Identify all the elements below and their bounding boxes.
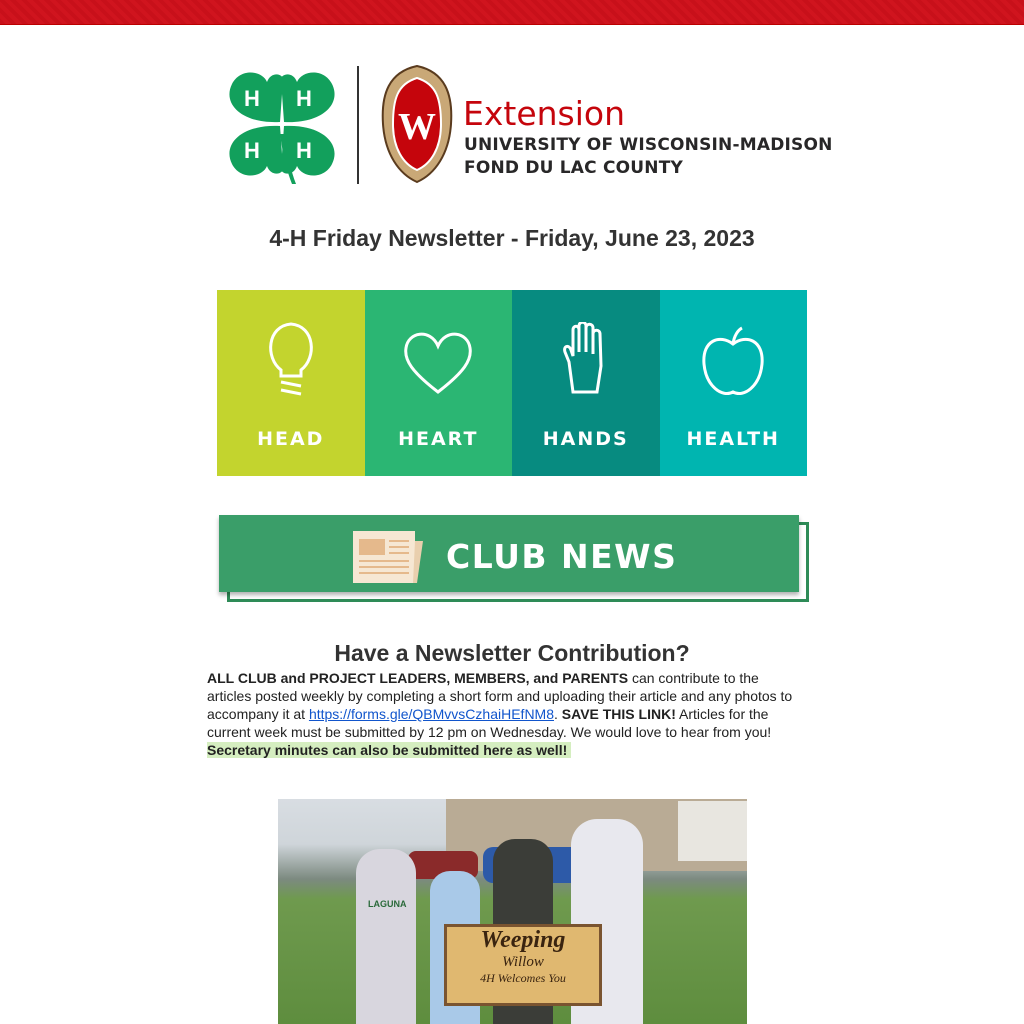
pillar-label: HEAD	[257, 428, 325, 450]
apple-icon	[700, 326, 766, 398]
county-name: FOND DU LAC COUNTY	[464, 158, 684, 178]
pillar-head	[217, 290, 365, 476]
uw-crest-icon	[379, 64, 455, 184]
four-h-pillars-banner	[217, 290, 807, 476]
heart-icon	[402, 328, 474, 398]
four-h-clover-icon	[222, 64, 342, 186]
person: LAGUNA	[356, 849, 416, 1024]
club-sign: Weeping Willow 4H Welcomes You	[444, 924, 602, 1006]
body-text: Articles for the current week must be submitted by 12 pm on Wednesday. We would love to hear from you!	[207, 706, 772, 740]
body-text: can contribute to the articles posted weekly by completing a short form and uploading their article and any photos to accompany it at	[207, 670, 793, 722]
extension-label: Extension	[463, 94, 626, 133]
secretary-minutes-note: Secretary minutes can also be submitted here as well!	[207, 742, 571, 758]
logo-divider	[357, 66, 359, 184]
club-photo	[278, 799, 747, 1024]
newspaper-icon	[351, 529, 425, 585]
university-name: UNIVERSITY OF WISCONSIN-MADISON	[464, 135, 833, 155]
pillar-label: HEART	[398, 428, 479, 450]
form-link[interactable]: https://forms.gle/QBMvvsCzhaiHEfNM8	[308, 706, 554, 722]
pillar-label: HEALTH	[686, 428, 780, 450]
pillar-heart	[365, 290, 513, 476]
lightbulb-icon	[261, 320, 321, 400]
save-link-text: SAVE THIS LINK!	[561, 706, 676, 722]
svg-text:H: H	[296, 86, 312, 111]
pillar-health	[660, 290, 808, 476]
club-news-banner	[219, 515, 809, 602]
svg-text:H: H	[296, 138, 312, 163]
contribution-heading: Have a Newsletter Contribution?	[334, 640, 690, 666]
audience-text: ALL CLUB and PROJECT LEADERS, MEMBERS, and PARENTS	[207, 670, 629, 686]
club-news-title: CLUB NEWS	[446, 537, 678, 576]
hand-icon	[561, 322, 611, 398]
body-text: .	[554, 706, 562, 722]
pillar-label: HANDS	[542, 428, 629, 450]
top-banner	[0, 0, 1024, 25]
newsletter-title: 4-H Friday Newsletter - Friday, June 23, 2023	[269, 225, 755, 251]
contribution-body	[207, 669, 807, 759]
svg-text:W: W	[398, 106, 436, 148]
pillar-hands	[512, 290, 660, 476]
svg-text:H: H	[244, 86, 260, 111]
svg-text:H: H	[244, 138, 260, 163]
